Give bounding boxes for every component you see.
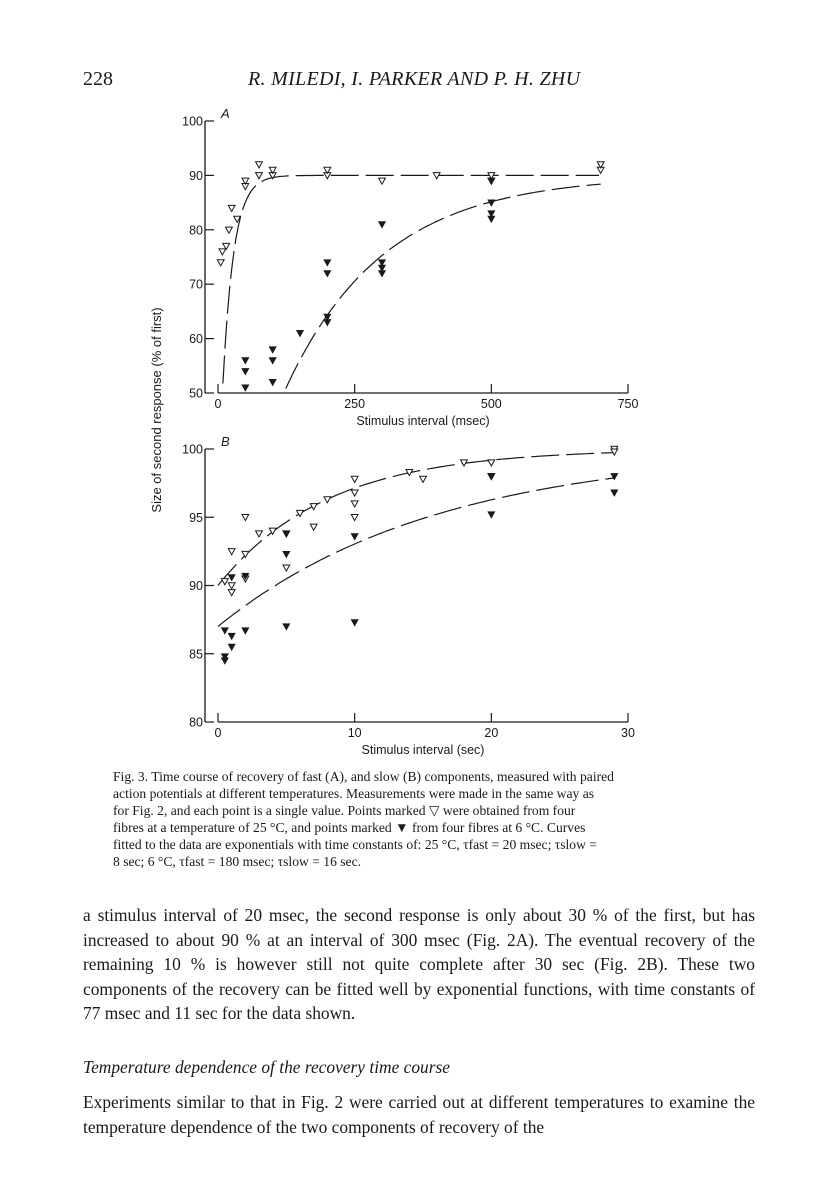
section-heading: Temperature dependence of the recovery time course: [83, 1057, 451, 1077]
data-point-filled: [269, 358, 276, 364]
caption-line: 8 sec; 6 °C, τfast = 180 msec; τslow = 16 sec.: [113, 854, 362, 869]
data-point-filled: [221, 658, 228, 664]
data-point-filled: [324, 260, 331, 266]
data-point-filled: [221, 628, 228, 634]
y-tick-label: 95: [189, 510, 203, 525]
y-tick-label: 50: [189, 386, 203, 401]
data-point-filled: [269, 379, 276, 385]
data-point-open: [420, 476, 427, 482]
y-tick-label: 80: [189, 223, 203, 238]
data-point-filled: [351, 620, 358, 626]
caption-line: for Fig. 2, and each point is a single value. Points marked ▽ were obtained from four: [113, 803, 576, 818]
data-point-filled: [228, 575, 235, 581]
y-tick-label: 90: [189, 168, 203, 183]
data-point-open: [221, 579, 228, 585]
data-point-filled: [242, 628, 249, 634]
paragraph-text: Experiments similar to that in Fig. 2 were carried out at different temperatures to examine the temperature dependence of the two components of recovery of the: [83, 1092, 755, 1137]
body-paragraph-2: [83, 1090, 755, 1139]
data-point-open: [324, 497, 331, 503]
data-point-filled: [283, 551, 290, 557]
caption-line: action potentials at different temperatures. Measurements were made in the same way as: [113, 786, 595, 801]
y-tick-label: 100: [182, 442, 203, 457]
data-point-open: [256, 162, 263, 168]
data-point-open: [351, 476, 358, 482]
x-tick-label: 0: [214, 397, 222, 411]
y-tick-label: 70: [189, 277, 203, 292]
x-tick-label: 30: [621, 726, 635, 740]
data-point-filled: [283, 531, 290, 537]
data-point-filled: [228, 633, 235, 639]
data-point-open: [219, 249, 226, 255]
data-point-open: [283, 565, 290, 571]
data-point-filled: [611, 490, 618, 496]
data-point-open: [226, 227, 233, 233]
x-tick-label: 750: [617, 397, 639, 411]
data-point-filled: [488, 512, 495, 518]
data-point-filled: [488, 474, 495, 480]
data-point-filled: [488, 216, 495, 222]
caption-line: fibres at a temperature of 25 °C, and points marked ▼ from four fibres at 6 °C. Curves: [113, 820, 586, 835]
fitted-curve: [218, 453, 614, 586]
data-point-open: [228, 549, 235, 555]
x-tick-label: 10: [347, 726, 362, 740]
data-point-filled: [324, 320, 331, 326]
shared-y-axis-label: Size of second response (% of first): [149, 307, 164, 513]
data-point-open: [228, 205, 235, 211]
panel-label: A: [221, 106, 230, 121]
data-point-open: [310, 524, 317, 530]
fitted-curve: [218, 478, 614, 627]
data-point-open: [611, 449, 618, 455]
paragraph-text: a stimulus interval of 20 msec, the second response is only about 30 % of the first, but has increased to about 90 % at an interval of 300 msec (Fig. 2A). The eventual recovery of the remaining 10 % is however still not quite complete after 30 sec (Fig. 2B). These two components of the recovery can be fitted well by exponential functions, with time constants of 77 msec and 11 sec for the data shown.: [83, 905, 755, 1024]
caption-line: Fig. 3. Time course of recovery of fast (A), and slow (B) components, measured with paired: [113, 769, 614, 784]
data-point-open: [228, 590, 235, 596]
x-tick-label: 20: [484, 726, 499, 740]
data-point-filled: [297, 330, 304, 336]
data-point-filled: [242, 358, 249, 364]
body-paragraph-1: [83, 903, 755, 1026]
panel-label: B: [221, 434, 230, 449]
data-point-open: [379, 178, 386, 184]
panel-a: [182, 106, 638, 428]
x-axis-label: Stimulus interval (msec): [356, 414, 490, 428]
y-tick-label: 85: [189, 647, 203, 662]
data-point-filled: [324, 271, 331, 277]
data-point-open: [242, 515, 249, 521]
data-point-open: [256, 173, 263, 179]
data-point-filled: [351, 534, 358, 540]
page-number: 228: [83, 68, 113, 90]
fitted-curve: [223, 175, 599, 383]
data-point-filled: [242, 369, 249, 375]
data-point-open: [256, 531, 263, 537]
data-point-filled: [228, 644, 235, 650]
data-point-open: [217, 260, 224, 266]
figure-caption: [113, 768, 733, 870]
data-point-open: [242, 551, 249, 557]
caption-line: fitted to the data are exponentials with time constants of: 25 °C, τfast = 20 msec; τslow =: [113, 837, 597, 852]
fitted-curve: [286, 184, 601, 388]
data-point-open: [351, 490, 358, 496]
y-tick-label: 100: [182, 114, 203, 129]
data-point-filled: [379, 222, 386, 228]
data-point-open: [488, 460, 495, 466]
data-point-filled: [283, 624, 290, 630]
data-point-filled: [242, 385, 249, 391]
data-point-filled: [379, 271, 386, 277]
y-tick-label: 90: [189, 579, 203, 593]
data-point-open: [297, 510, 304, 516]
y-tick-label: 60: [189, 332, 203, 347]
x-tick-label: 250: [344, 397, 366, 411]
data-point-filled: [269, 347, 276, 353]
data-point-open: [351, 501, 358, 507]
data-point-open: [228, 583, 235, 589]
x-tick-label: 500: [480, 397, 502, 411]
x-axis-label: Stimulus interval (sec): [361, 743, 485, 757]
running-head: R. MILEDI, I. PARKER AND P. H. ZHU: [248, 68, 581, 90]
data-point-open: [351, 515, 358, 521]
panel-b: [182, 434, 635, 757]
data-point-filled: [488, 178, 495, 184]
x-tick-label: 0: [214, 726, 222, 740]
y-tick-label: 80: [189, 715, 203, 730]
